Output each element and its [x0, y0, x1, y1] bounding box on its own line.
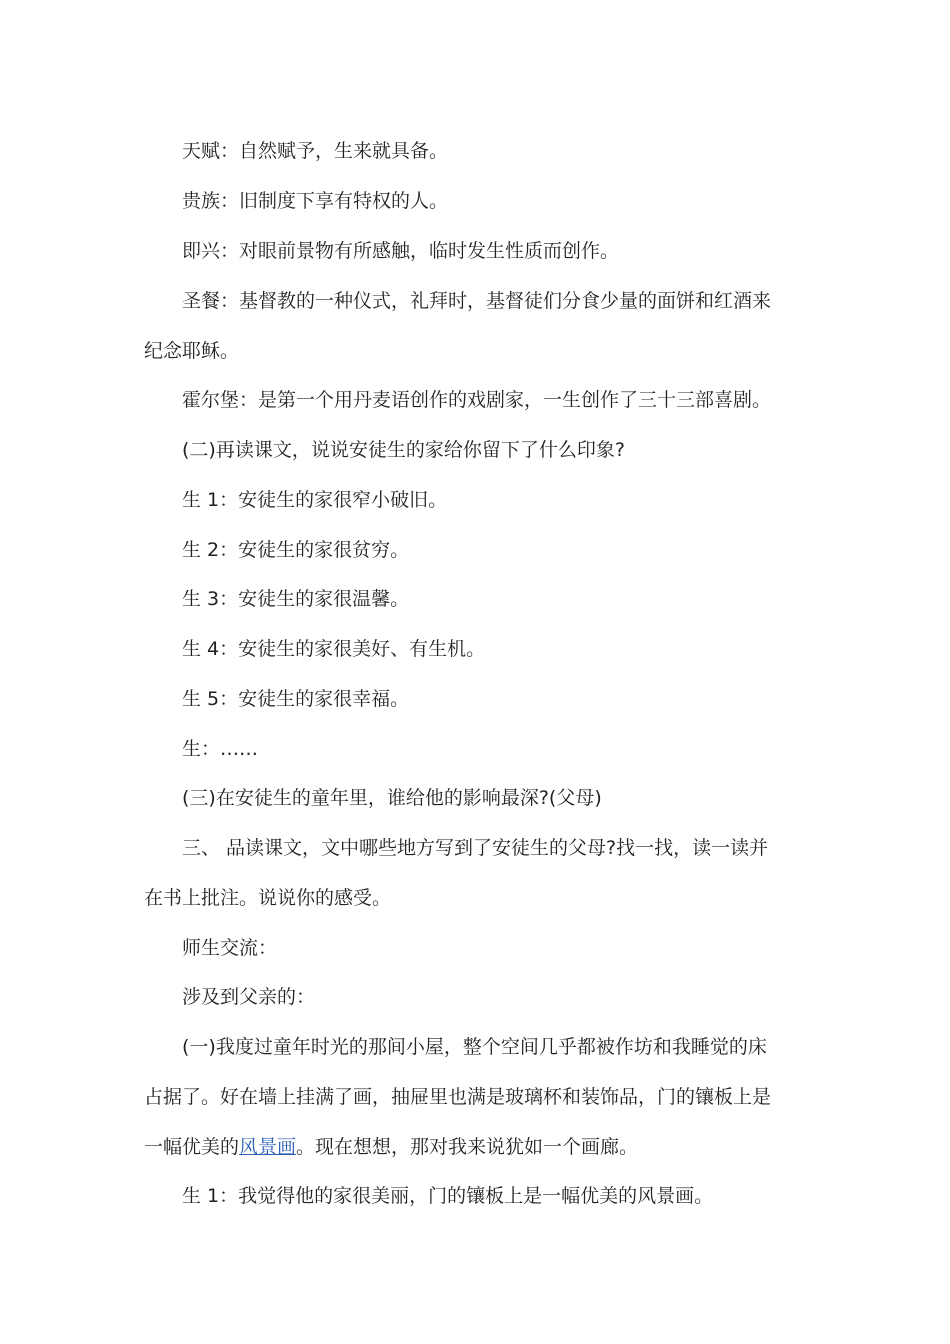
paragraph-line: 生：……: [182, 738, 259, 760]
paragraph-line: 生 4：安徒生的家很美好、有生机。: [182, 638, 486, 660]
paragraph-line: 即兴：对眼前景物有所感触，临时发生性质而创作。: [182, 240, 620, 262]
text-before-link: 一幅优美的: [144, 1136, 240, 1158]
paragraph-line: 生 2：安徒生的家很贫穷。: [182, 539, 410, 561]
paragraph-line: 圣餐：基督教的一种仪式，礼拜时，基督徒们分食少量的面饼和红酒来: [182, 290, 772, 312]
paragraph-line: 霍尔堡：是第一个用丹麦语创作的戏剧家，一生创作了三十三部喜剧。: [182, 389, 772, 411]
paragraph-line: 生 1：安徒生的家很窄小破旧。: [182, 489, 448, 511]
text-after-link: 。现在想想，那对我来说犹如一个画廊。: [296, 1136, 639, 1158]
paragraph-line: 生 1：我觉得他的家很美丽，门的镶板上是一幅优美的风景画。: [182, 1185, 714, 1207]
paragraph-line: 生 3：安徒生的家很温馨。: [182, 588, 410, 610]
paragraph-line: 纪念耶稣。: [144, 340, 240, 362]
paragraph-line: (三)在安徒生的童年里，谁给他的影响最深?(父母): [182, 787, 602, 809]
landscape-painting-link[interactable]: 风景画: [239, 1136, 297, 1158]
paragraph-line: 天赋：自然赋予，生来就具备。: [182, 140, 449, 162]
paragraph-line: 占据了。好在墙上挂满了画，抽屉里也满是玻璃杯和装饰品，门的镶板上是: [144, 1086, 772, 1108]
paragraph-line: 涉及到父亲的：: [182, 986, 316, 1008]
paragraph-line: 师生交流：: [182, 937, 278, 959]
paragraph-line: (一)我度过童年时光的那间小屋，整个空间几乎都被作坊和我睡觉的床: [182, 1036, 767, 1058]
paragraph-line: (二)再读课文，说说安徒生的家给你留下了什么印象?: [182, 439, 625, 461]
paragraph-line: 贵族：旧制度下享有特权的人。: [182, 190, 449, 212]
paragraph-line: 三、 品读课文，文中哪些地方写到了安徒生的父母?找一找，读一读并: [182, 837, 769, 859]
paragraph-line: 在书上批注。说说你的感受。: [144, 887, 392, 909]
paragraph-line: 生 5：安徒生的家很幸福。: [182, 688, 410, 710]
paragraph-line: [144, 1135, 794, 1159]
